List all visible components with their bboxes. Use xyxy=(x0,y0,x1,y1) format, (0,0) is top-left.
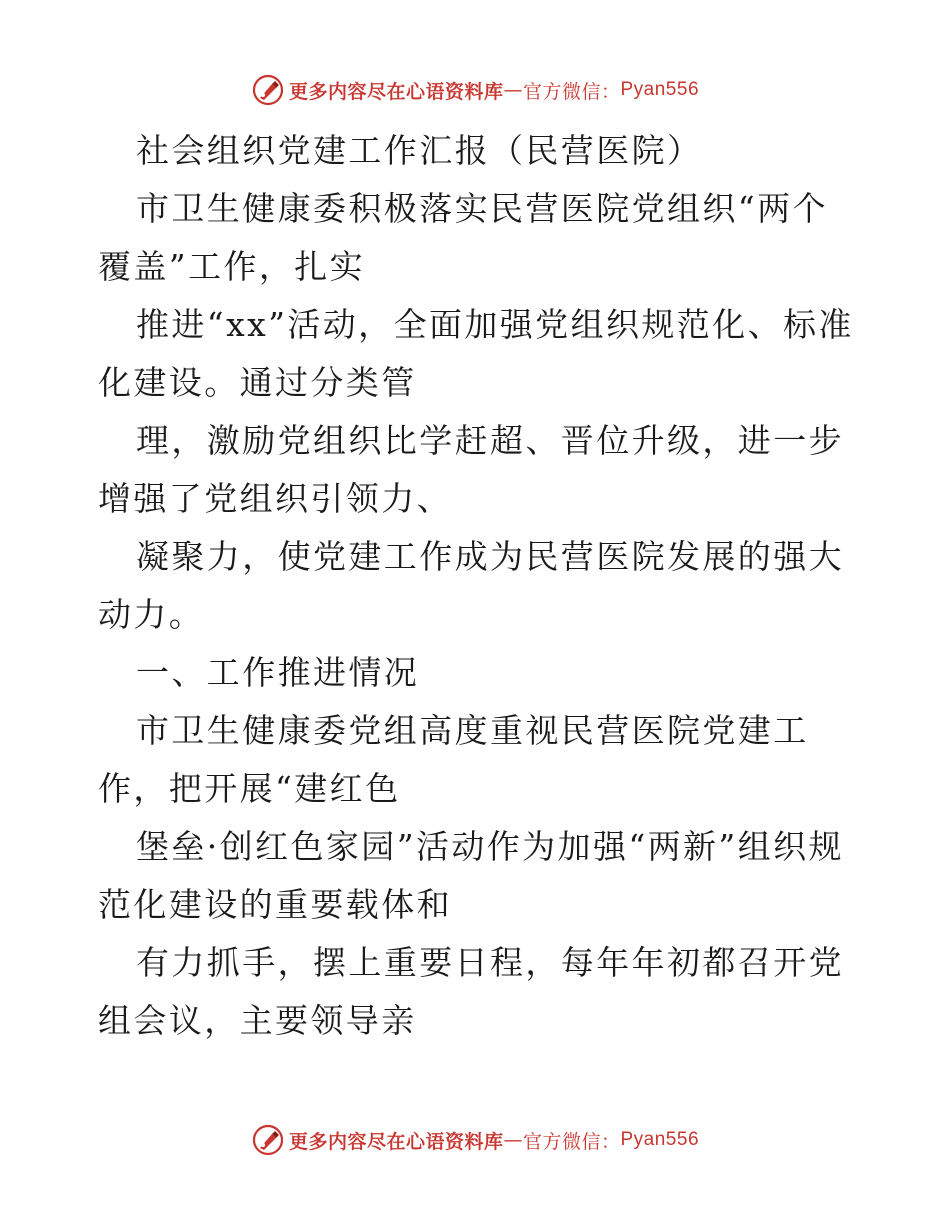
watermark-label: 官方微信： xyxy=(522,1130,621,1153)
watermark-banner-bottom xyxy=(0,1120,950,1160)
watermark-text: 更多内容尽在心语资料库 xyxy=(288,80,504,103)
watermark-label: 官方微信： xyxy=(522,80,621,103)
watermark-dash: — xyxy=(503,79,523,101)
paragraph: 市卫生健康委积极落实民营医院党组织“两个覆盖”工作，扎实 xyxy=(98,189,828,286)
watermark-account: Pyan556 xyxy=(620,1129,700,1150)
section-heading: 一、工作推进情况 xyxy=(136,653,420,692)
watermark-dash: — xyxy=(503,1129,523,1151)
pen-logo-icon xyxy=(251,1123,285,1157)
document-body xyxy=(98,122,858,1050)
watermark-banner-top xyxy=(0,70,950,110)
paragraph: 理，激励党组织比学赶超、晋位升级，进一步增强了党组织引领力、 xyxy=(98,421,844,518)
pen-logo-icon xyxy=(251,73,285,107)
watermark-account: Pyan556 xyxy=(620,79,700,100)
paragraph: 有力抓手，摆上重要日程，每年年初都召开党组会议，主要领导亲 xyxy=(98,943,844,1040)
paragraph: 堡垒·创红色家园”活动作为加强“两新”组织规范化建设的重要载体和 xyxy=(98,827,844,924)
watermark-text: 更多内容尽在心语资料库 xyxy=(288,1130,504,1153)
document-title: 社会组织党建工作汇报（民营医院） xyxy=(136,131,703,170)
paragraph: 凝聚力，使党建工作成为民营医院发展的强大动力。 xyxy=(98,537,844,634)
paragraph: 市卫生健康委党组高度重视民营医院党建工作，把开展“建红色 xyxy=(98,711,809,808)
paragraph: 推进“xx”活动，全面加强党组织规范化、标准化建设。通过分类管 xyxy=(98,305,854,402)
